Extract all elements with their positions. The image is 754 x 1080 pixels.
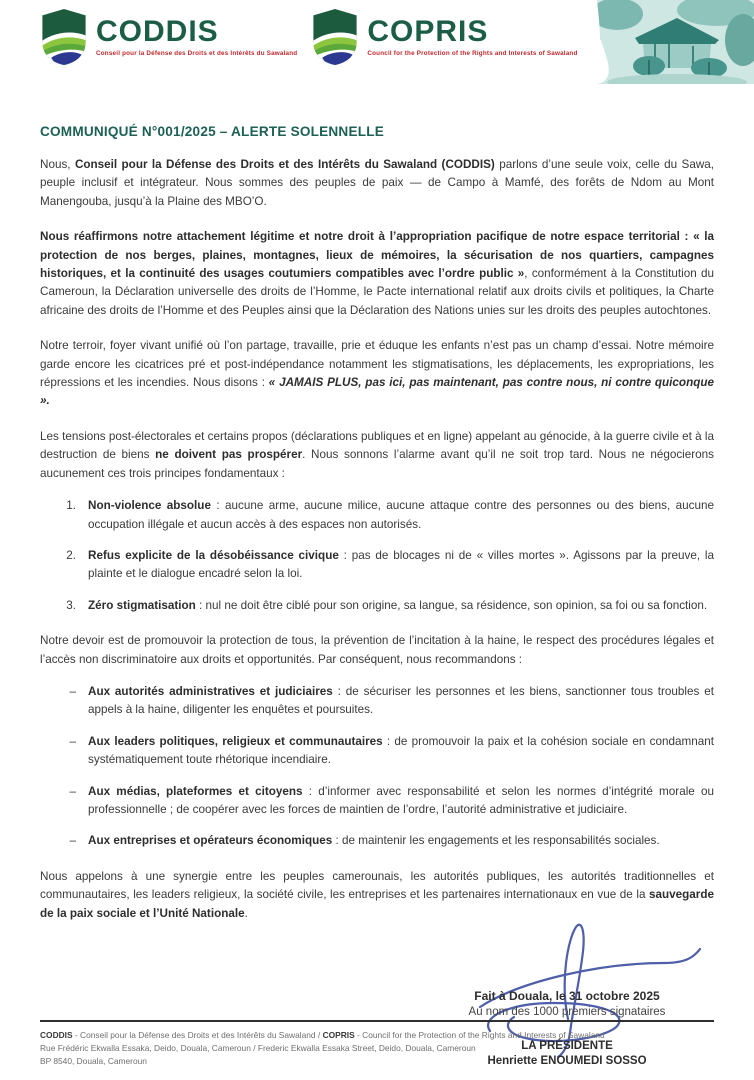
list-item: – Aux médias, plateformes et citoyens : d’informer avec responsabilité et selon les normes d’intégrité morale ou professionnelle ; de coopérer avec les forces de maintien de l’ordre, l’autorité administrative et judiciaire.	[40, 783, 714, 820]
list-item: – Aux autorités administratives et judiciaires : de sécuriser les personnes et les biens, sanctionner tous troubles et appels à la haine, diligenter les enquêtes et poursuites.	[40, 683, 714, 720]
dash-marker: –	[69, 834, 76, 848]
signature-role: LA PRÉSIDENTE	[521, 1040, 613, 1052]
dash-marker: –	[69, 784, 76, 798]
list-item: 2. Refus explicite de la désobéissance civique : pas de blocages ni de « villes mortes ». Agissons par la preuve, la plainte et le dialogue encadré selon la loi.	[40, 547, 714, 584]
copris-logo-name: COPRIS	[367, 15, 489, 48]
paragraph-reaffirmation: Nous réaffirmons notre attachement légitime et notre droit à l’appropriation pacifique de notre espace territorial : « la protection de nos berges, plaines, montagnes, lieux de mémoires, la sécurisation de nos quartiers, campagnes historiques, et la continuité des usages coutumiers compatibles avec l’ordre public », conformément à la Constitution du Cameroun, la Déclaration universelle des droits de l’Homme, le Pacte international relatif aux droits civils et politiques, la Charte africaine des droits de l’Homme et des Peuples ainsi que la Déclaration des Nations unies sur les droits des peuples autochtones.	[40, 230, 714, 317]
signature-on-behalf: Au nom des 1000 premiers signataires	[468, 1006, 666, 1018]
list-marker: 3.	[66, 598, 76, 612]
village-photo	[597, 0, 754, 84]
signature-date: Fait à Douala, le 31 octobre 2025	[474, 989, 660, 1003]
paragraph-closing: Nous appelons à une synergie entre les peuples camerounais, les autorités publiques, les autorités traditionnelles et communautaires, les leaders religieux, la société civile, les entreprises et les partenaires internationaux en vue de la sauvegarde de la paix sociale et l’Unité Nationale.	[40, 869, 714, 920]
list-item: 1. Non-violence absolue : aucune arme, aucune milice, aucune attaque contre des personnes ou des biens, aucune occupation illégale et aucun accès à des espaces non autorisés.	[40, 497, 714, 534]
footer-divider	[40, 1020, 714, 1022]
paragraph-devoir: Notre devoir est de promouvoir la protection de tous, la prévention de l’incitation à la haine, le respect des procédures légales et l’accès non discriminatoire aux droits et opportunités. Par conséquent, nous recommandons :	[40, 634, 714, 666]
coddis-logo	[40, 8, 297, 66]
dash-marker: –	[69, 684, 76, 698]
coddis-logo-tagline: Conseil pour la Défense des Droits et des Intérêts du Sawaland	[96, 50, 298, 57]
list-item: – Aux leaders politiques, religieux et communautaires : de promouvoir la paix et la cohésion sociale en condamnant systématiquement toute rhétorique incendiaire.	[40, 733, 714, 770]
paragraph-terroir: Notre terroir, foyer vivant unifié où l’on partage, travaille, prie et éduque les enfants n’est pas un champ d’essai. Notre mémoire garde encore les cicatrices pré et post-indépendance notamment les stigmatisations, les déplacements, les expropriations, les répressions et les incendies. Nous disons : « JAMAIS PLUS, pas ici, pas maintenant, pas contre nous, ni contre quiconque ».	[40, 339, 714, 408]
document-footer	[40, 1020, 714, 1068]
coddis-logo-name: CODDIS	[96, 15, 219, 48]
document-title: COMMUNIQUÉ N°001/2025 – ALERTE SOLENNELLE	[40, 124, 384, 139]
copris-logo-tagline: Council for the Protection of the Rights and Interests of Sawaland	[367, 50, 578, 57]
copris-shield-icon	[311, 8, 359, 66]
paragraph-tensions: Les tensions post-électorales et certains propos (déclarations publiques et en ligne) appelant au génocide, à la guerre civile et à la destruction de biens ne doivent pas prospérer. Nous sonnons l’alarme avant qu’il ne soit trop tard. Nous ne négocierons aucunement ces trois principes fondamentaux :	[40, 429, 715, 480]
copris-logo	[311, 8, 577, 66]
paragraph-intro: Nous, Conseil pour la Défense des Droits et des Intérêts du Sawaland (CODDIS) parlons d’une seule voix, celle du Sawa, peuple inclusif et intégrateur. Nous sommes des peuples de paix — de Campo à Mamfé, des forêts de Ndom au Mont Manengouba, jusqu’à la Plaine des MBO’O.	[40, 158, 715, 208]
signature-name: Henriette ENOUMEDI SOSSO	[487, 1055, 647, 1067]
list-item: 3. Zéro stigmatisation : nul ne doit être ciblé pour son origine, sa langue, sa résidence, son opinion, sa foi ou sa fonction.	[40, 597, 714, 615]
footer-address: Rue Frédéric Ekwalla Essaka, Deido, Douala, Cameroun / Frederic Ekwalla Essaka Street, Deido, Douala, Cameroun	[40, 1043, 476, 1053]
principles-list	[40, 497, 714, 615]
recommendations-list	[40, 683, 714, 851]
dash-marker: –	[69, 734, 76, 748]
document-body	[40, 156, 714, 1069]
list-item: – Aux entreprises et opérateurs économiques : de maintenir les engagements et les responsabilités sociales.	[40, 832, 714, 850]
footer-po-box: BP 8540, Douala, Cameroun	[40, 1056, 147, 1066]
coddis-shield-icon	[40, 8, 88, 66]
list-marker: 2.	[66, 548, 76, 562]
document-header	[0, 0, 754, 86]
footer-orgs: CODDIS - Conseil pour la Défense des Droits et des Intérêts du Sawaland / COPRIS - Council for the Protection of the Rights and Interests of Sawaland	[40, 1030, 605, 1040]
list-marker: 1.	[66, 499, 76, 513]
